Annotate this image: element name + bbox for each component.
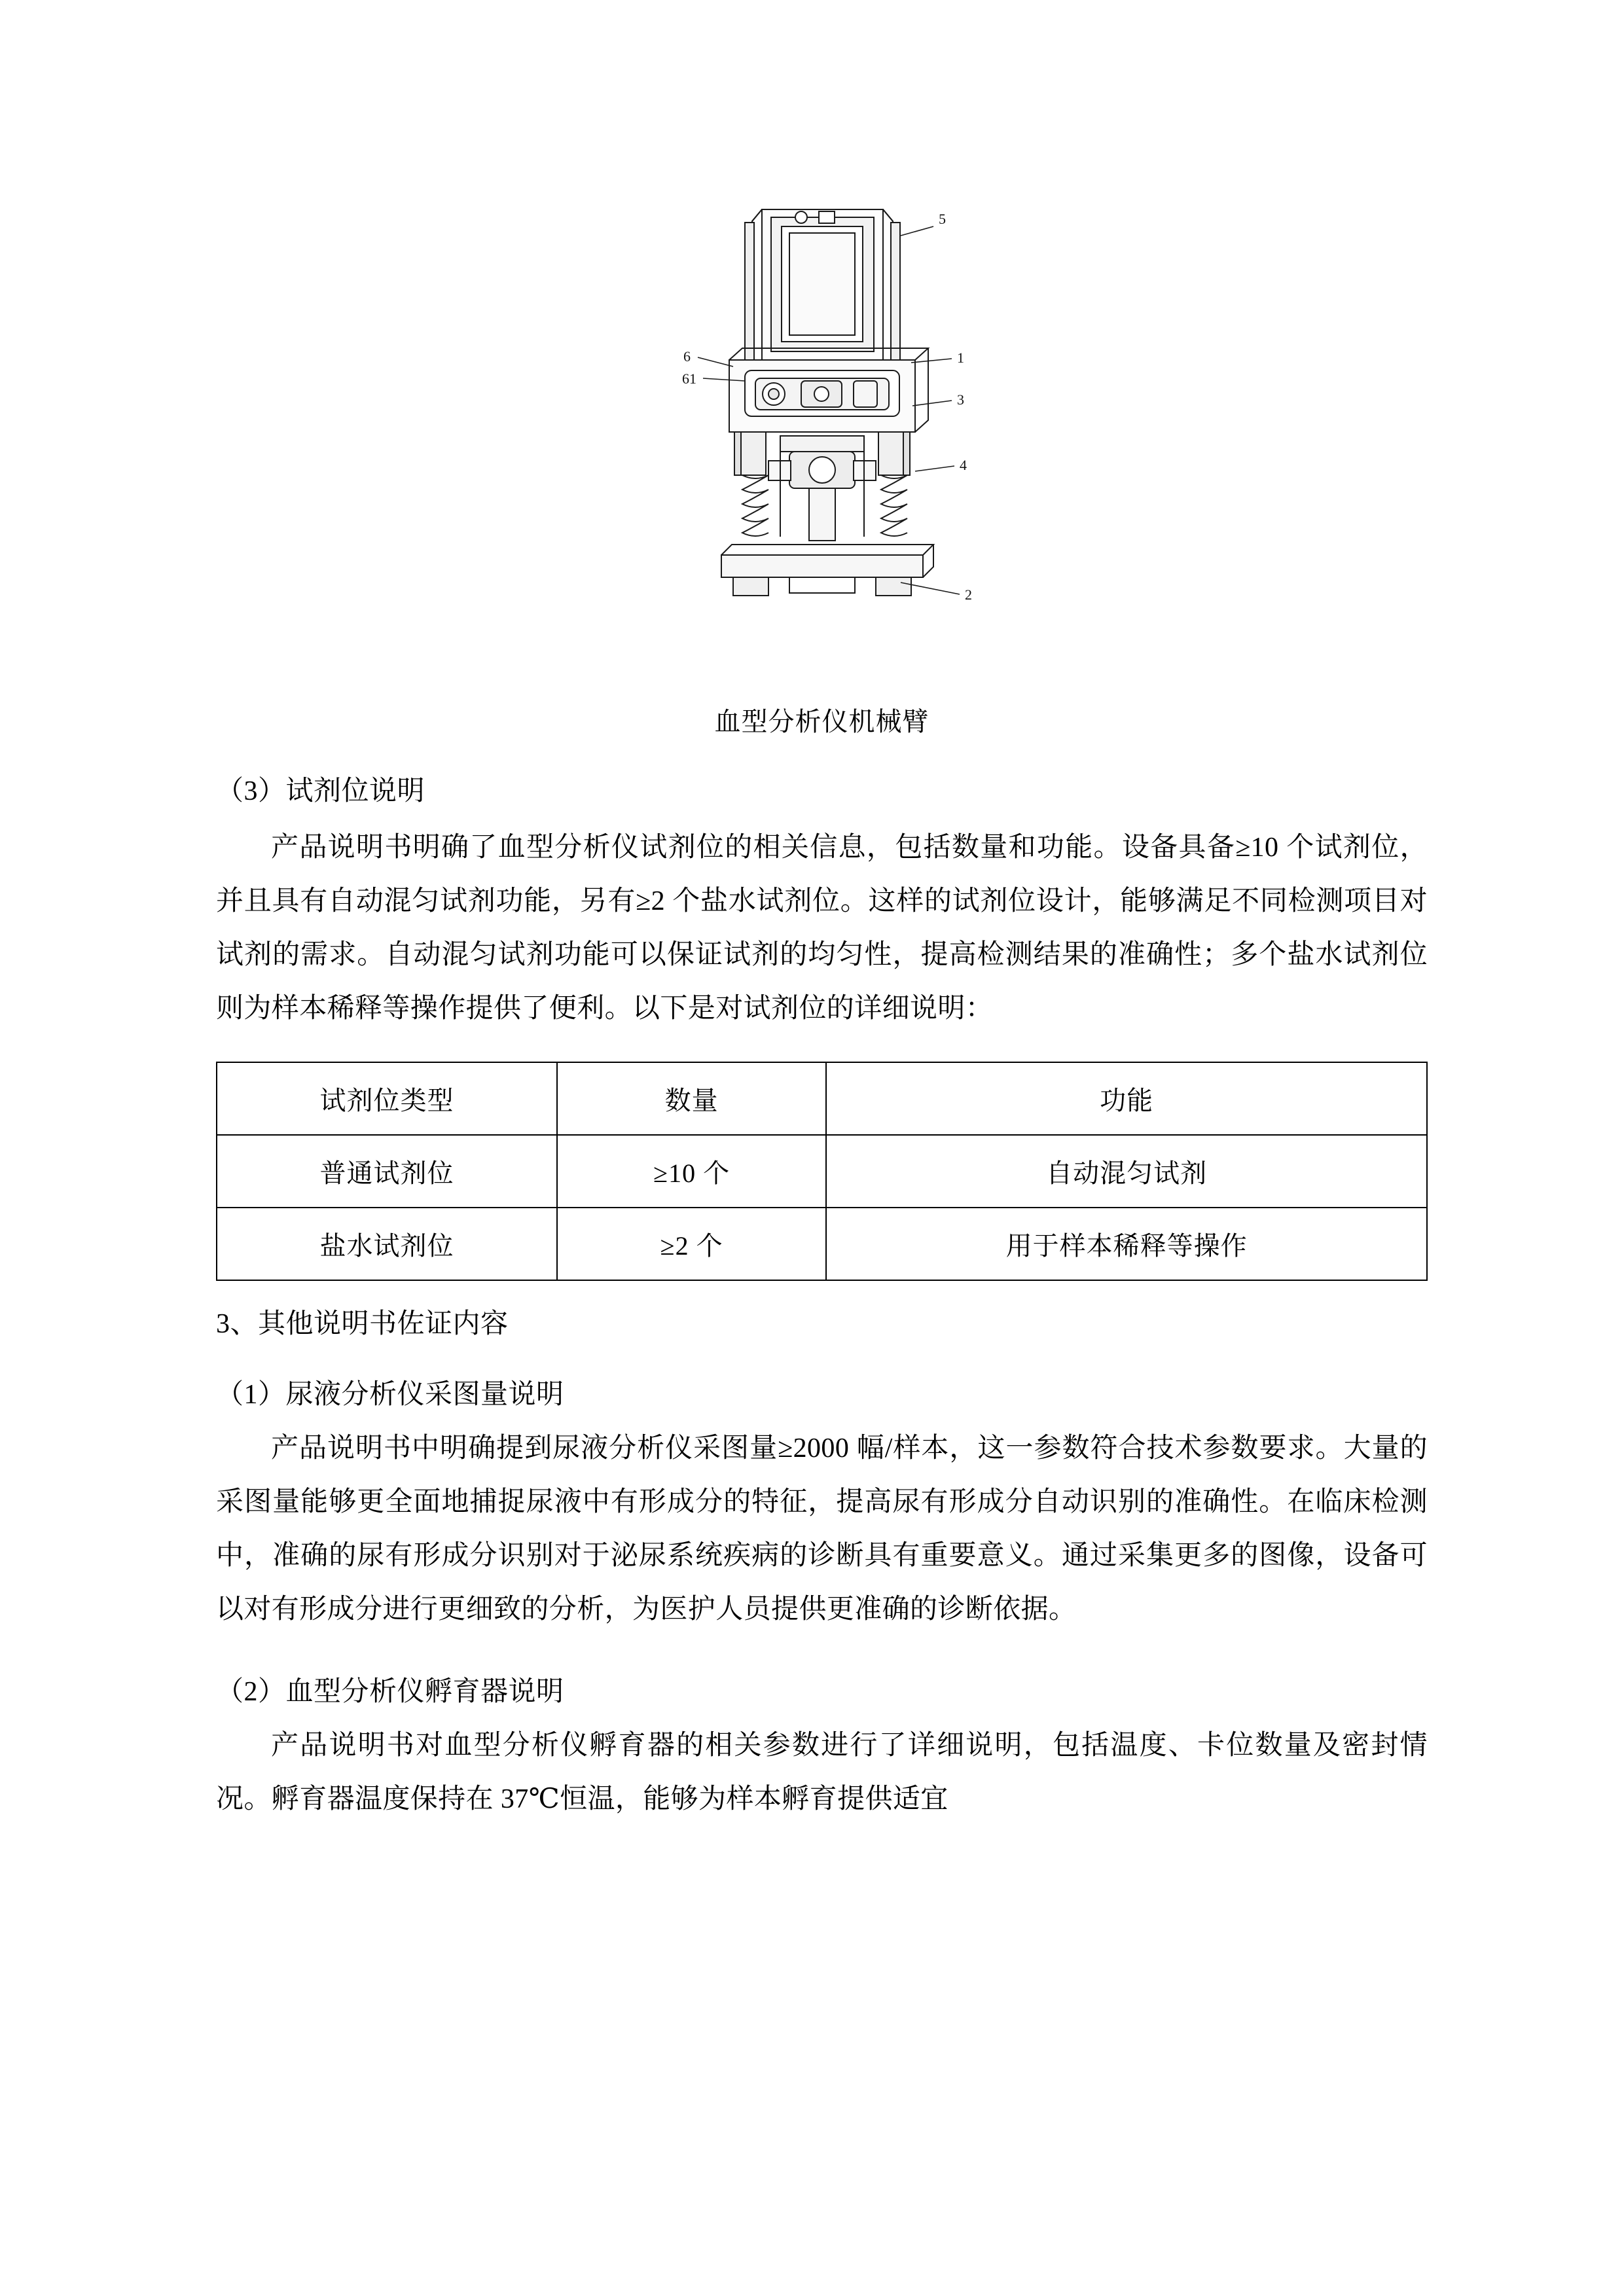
- spacer: [216, 1637, 1428, 1649]
- table-cell-function: 用于样本稀释等操作: [826, 1208, 1427, 1280]
- table-cell-type: 盐水试剂位: [217, 1208, 557, 1280]
- section-heading-reagent-positions: （3）试剂位说明: [216, 776, 425, 806]
- figure-block: [216, 170, 1428, 743]
- paragraph-incubator: 产品说明书对血型分析仪孵育器的相关参数进行了详细说明，包括温度、卡位数量及密封情况。孵育器温度保持在 37℃恒温，能够为样本孵育提供适宜: [216, 1730, 1428, 1814]
- table-row: [217, 1208, 1427, 1280]
- figure-caption: 血型分析仪机械臂: [714, 707, 929, 736]
- table-cell-quantity: ≥10 个: [557, 1135, 826, 1208]
- figure-label-2: 2: [964, 586, 972, 603]
- figure-label-1: 1: [956, 350, 964, 366]
- table-row: [217, 1135, 1427, 1208]
- figure-label-3: 3: [956, 391, 964, 408]
- figure-label-4: 4: [959, 457, 967, 473]
- figure-label-6: 6: [683, 348, 691, 365]
- table-cell-type: 普通试剂位: [217, 1135, 557, 1208]
- table-header-quantity: 数量: [557, 1062, 826, 1135]
- section-heading-other-evidence: 3、其他说明书佐证内容: [216, 1309, 509, 1340]
- mechanical-arm-drawing-icon: [593, 170, 1051, 694]
- mechanical-arm-diagram: [593, 170, 1051, 694]
- table-cell-function: 自动混匀试剂: [826, 1135, 1427, 1208]
- subsection-heading-incubator: （2）血型分析仪孵育器说明: [216, 1676, 564, 1707]
- subsection-heading-urine-image-count: （1）尿液分析仪采图量说明: [216, 1380, 564, 1410]
- figure-label-5: 5: [938, 211, 946, 227]
- paragraph-urine-image-count: 产品说明书中明确提到尿液分析仪采图量≥2000 幅/样本，这一参数符合技术参数要求。大量的采图量能够更全面地捕捉尿液中有形成分的特征，提高尿有形成分自动识别的准确性。在临床检测中，准确的尿有形成分识别对于泌尿系统疾病的诊断具有重要意义。通过采集更多的图像，设备可以对有形成分进行更细致的分析，为医护人员提供更准确的诊断依据。: [216, 1433, 1428, 1624]
- table-header-type: 试剂位类型: [217, 1062, 557, 1135]
- reagent-position-table: [216, 1062, 1428, 1281]
- table-header-function: 功能: [826, 1062, 1427, 1135]
- table-header-row: [217, 1062, 1427, 1135]
- table-cell-quantity: ≥2 个: [557, 1208, 826, 1280]
- paragraph-reagent-positions: 产品说明书明确了血型分析仪试剂位的相关信息，包括数量和功能。设备具备≥10 个试剂位，并且具有自动混匀试剂功能，另有≥2 个盐水试剂位。这样的试剂位设计，能够满足不同检测项目对试剂的需求。自动混匀试剂功能可以保证试剂的均匀性，提高检测结果的准确性；多个盐水试剂位则为样本稀释等操作提供了便利。以下是对试剂位的详细说明：: [216, 832, 1428, 1024]
- figure-label-61: 61: [681, 370, 696, 387]
